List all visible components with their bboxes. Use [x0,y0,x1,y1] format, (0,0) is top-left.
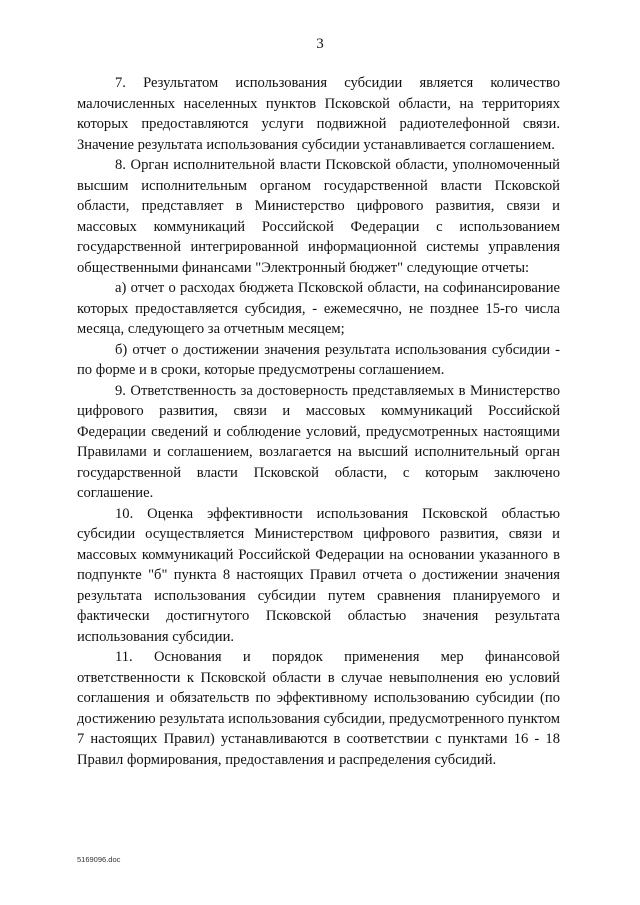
paragraph-11: 11. Основания и порядок применения мер финансовой ответственности к Псковской области в случае невыполнения ею условий соглашения и обязательств по эффективному использованию субсидии (по достижению результата использования субсидии, предусмотренного пунктом 7 настоящих Правил) устанавливаются в соответствии с пунктами 16 - 18 Правил формирования, предоставления и распределения субсидий. [77,649,560,768]
page-number: 3 [316,36,324,52]
paragraph-8a: а) отчет о расходах бюджета Псковской области, на софинансирование которых предоставляется субсидия, - ежемесячно, не позднее 15-го числа месяца, следующего за отчетным месяцем; [77,280,560,337]
paragraph-7: 7. Результатом использования субсидии является количество малочисленных населенных пунктов Псковской области, на территориях которых предоставляются услуги подвижной радиотелефонной связи. Значение результата использования субсидии устанавливается соглашением. [77,75,560,153]
paragraph-8: 8. Орган исполнительной власти Псковской области, уполномоченный высшим исполнительным органом государственной власти Псковской области, представляет в Министерство цифрового развития, связи и массовых коммуникаций Российской Федерации с использованием государственной интегрированной информационной системы управления общественными финансами "Электронный бюджет" следующие отчеты: [77,157,560,276]
paragraph-10: 10. Оценка эффективности использования Псковской областью субсидии осуществляется Министерством цифрового развития, связи и массовых коммуникаций Российской Федерации на основании указанного в подпункте "б" пункта 8 настоящих Правил отчета о достижении значения результата использования субсидии путем сравнения планируемого и фактически достигнутого Псковской областью значения результата использования субсидии. [77,505,560,645]
paragraph-8b: б) отчет о достижении значения результата использования субсидии - по форме и в сроки, которые предусмотрены соглашением. [77,341,560,378]
document-footer-filename: 5169096.doc [77,855,121,864]
document-body [77,73,560,770]
paragraph-9: 9. Ответственность за достоверность представляемых в Министерство цифрового развития, связи и массовых коммуникаций Российской Федерации сведений и соблюдение условий, предусмотренных настоящими Правилами и соглашением, возлагается на высший исполнительный орган государственной власти Псковской области, с которым заключено соглашение. [77,382,560,501]
